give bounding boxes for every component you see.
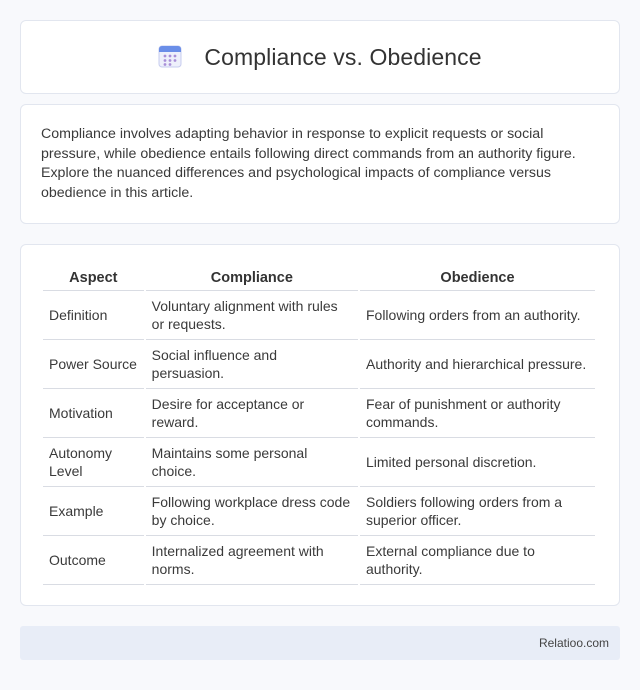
- table-row: [43, 487, 595, 536]
- aspect-cell: Outcome: [43, 536, 144, 585]
- comparison-table-card: [20, 244, 620, 606]
- obedience-cell: Authority and hierarchical pressure.: [360, 340, 595, 389]
- table-row: [43, 536, 595, 585]
- compliance-cell: Social influence and persuasion.: [146, 340, 358, 389]
- obedience-cell: Following orders from an authority.: [360, 291, 595, 340]
- page-title: Compliance vs. Obedience: [204, 43, 482, 70]
- obedience-cell: Soldiers following orders from a superior officer.: [360, 487, 595, 536]
- intro-card: [20, 104, 620, 224]
- intro-text: Compliance involves adapting behavior in response to explicit requests or social pressure, while obedience entails following direct commands from an authority figure. Explore the nuanced differences and psychological impacts of compliance versus obedience in this article.: [41, 126, 576, 201]
- footer-bar: [20, 626, 620, 660]
- compliance-cell: Following workplace dress code by choice.: [146, 487, 358, 536]
- header-card: [20, 20, 620, 94]
- compliance-cell: Internalized agreement with norms.: [146, 536, 358, 585]
- footer-brand-link[interactable]: Relatioo.com: [538, 636, 609, 650]
- header-compliance: Compliance: [146, 265, 358, 291]
- compliance-cell: Desire for acceptance or reward.: [146, 389, 358, 438]
- table-row: [43, 291, 595, 340]
- table-row: [43, 389, 595, 438]
- header-aspect: Aspect: [43, 265, 144, 291]
- table-header-row: [43, 265, 595, 291]
- compliance-cell: Maintains some personal choice.: [146, 438, 358, 487]
- table-row: [43, 340, 595, 389]
- aspect-cell: Definition: [43, 291, 144, 340]
- calendar-icon: [158, 44, 182, 68]
- obedience-cell: Fear of punishment or authority commands.: [360, 389, 595, 438]
- compliance-cell: Voluntary alignment with rules or requests.: [146, 291, 358, 340]
- obedience-cell: External compliance due to authority.: [360, 536, 595, 585]
- table-row: [43, 438, 595, 487]
- aspect-cell: Example: [43, 487, 144, 536]
- obedience-cell: Limited personal discretion.: [360, 438, 595, 487]
- aspect-cell: Power Source: [43, 340, 144, 389]
- aspect-cell: Autonomy Level: [43, 438, 144, 487]
- header-obedience: Obedience: [360, 265, 595, 291]
- aspect-cell: Motivation: [43, 389, 144, 438]
- comparison-table: [41, 265, 597, 585]
